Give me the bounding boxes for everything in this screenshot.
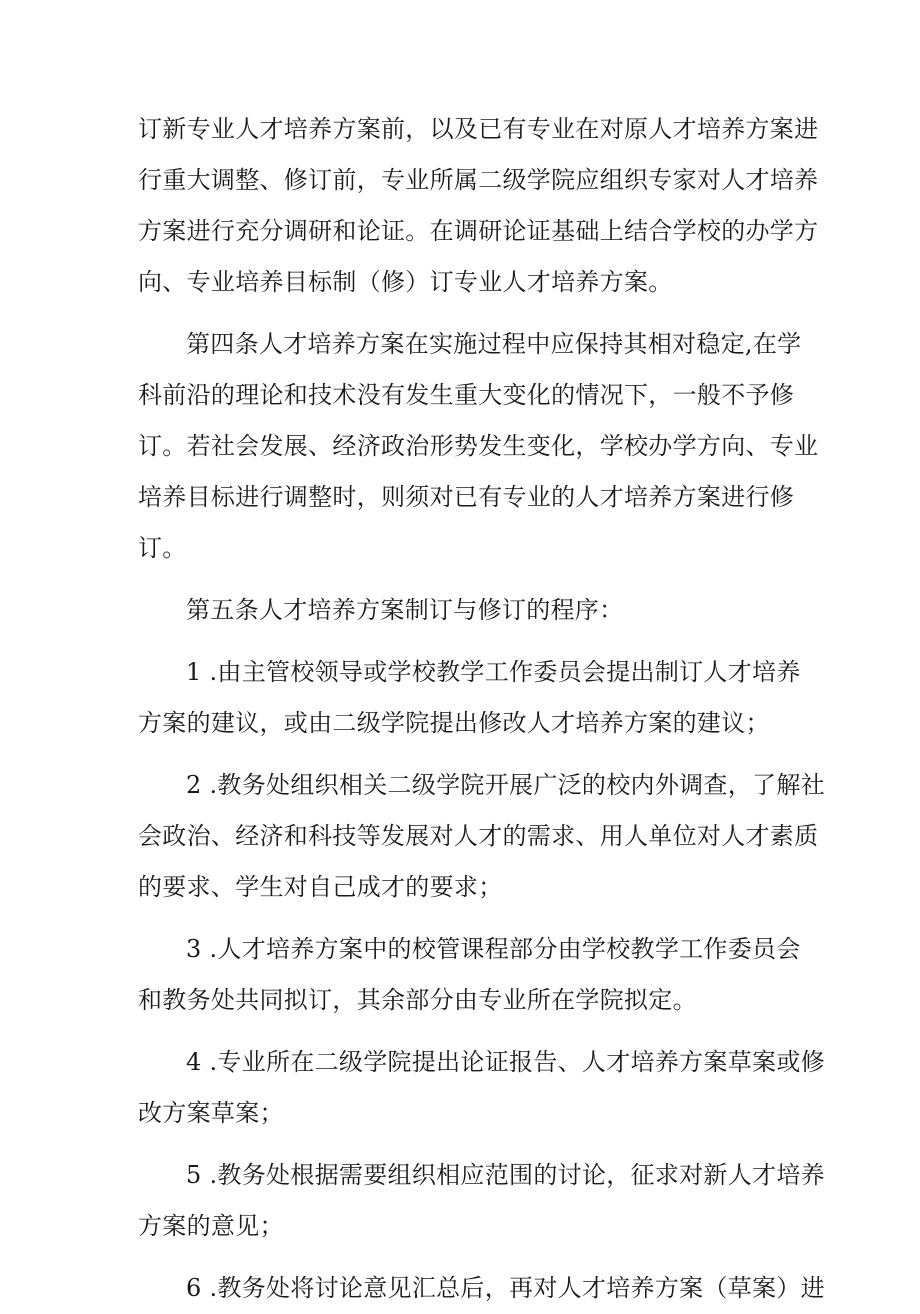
- text-line: 订。: [138, 534, 187, 562]
- text-line: 方案的意见；: [138, 1212, 284, 1240]
- text-line: 和教务处共同拟订，其余部分由专业所在学院拟定。: [138, 986, 697, 1014]
- text-line: 向、专业培养目标制（修）订专业人才培养方案。: [138, 268, 673, 296]
- list-item-4: [138, 1037, 825, 1139]
- list-item-2: [138, 760, 825, 913]
- text-line: 5 .教务处根据需要组织相应范围的讨论，征求对新人才培养: [186, 1161, 825, 1189]
- text-line: 第四条人才培养方案在实施过程中应保持其相对稳定,在学: [186, 330, 802, 358]
- text-line: 改方案草案；: [138, 1099, 284, 1127]
- document-body: [138, 104, 825, 1314]
- text-line: 会政治、经济和科技等发展对人才的需求、用人单位对人才素质: [138, 822, 819, 850]
- text-line: 3 .人才培养方案中的校管课程部分由学校教学工作委员会: [186, 935, 801, 963]
- text-line: 第五条人才培养方案制订与修订的程序：: [186, 596, 624, 624]
- paragraph-article-4: [138, 319, 819, 574]
- text-line: 2 .教务处组织相关二级学院开展广泛的校内外调查，了解社: [186, 771, 825, 799]
- text-line: 方案进行充分调研和论证。在调研论证基础上结合学校的办学方: [138, 217, 819, 245]
- paragraph-continuation: [138, 104, 819, 308]
- text-line: 4 .专业所在二级学院提出论证报告、人才培养方案草案或修: [186, 1048, 825, 1076]
- text-line: 培养目标进行调整时，则须对已有专业的人才培养方案进行修: [138, 483, 795, 511]
- text-line: 1 .由主管校领导或学校教学工作委员会提出制订人才培养: [186, 658, 801, 686]
- text-line: 订新专业人才培养方案前，以及已有专业在对原人才培养方案进: [138, 115, 819, 143]
- text-line: 行重大调整、修订前，专业所属二级学院应组织专家对人才培养: [138, 166, 819, 194]
- text-line: 的要求、学生对自己成才的要求；: [138, 873, 503, 901]
- paragraph-article-5: [138, 585, 798, 636]
- list-item-6: [138, 1263, 825, 1314]
- text-line: 方案的建议，或由二级学院提出修改人才培养方案的建议；: [138, 709, 770, 737]
- list-item-3: [138, 924, 801, 1026]
- list-item-5: [138, 1150, 825, 1252]
- text-line: 订。若社会发展、经济政治形势发生变化，学校办学方向、专业: [138, 432, 819, 460]
- text-line: 科前沿的理论和技术没有发生重大变化的情况下，一般不予修: [138, 381, 795, 409]
- text-line: 6 .教务处将讨论意见汇总后，再对人才培养方案（草案）进: [186, 1274, 825, 1302]
- list-item-1: [138, 647, 801, 749]
